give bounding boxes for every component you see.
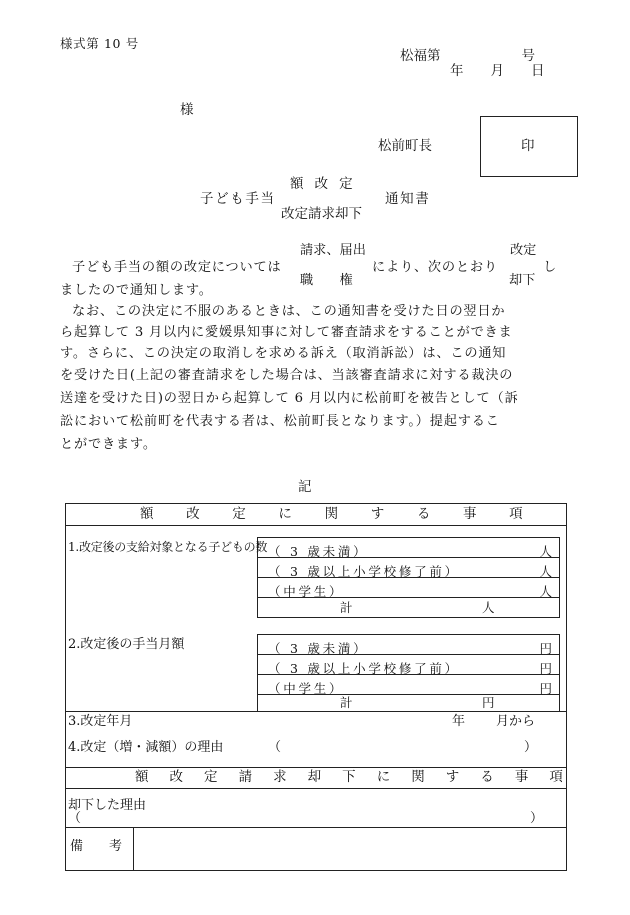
item3-month: 月から	[496, 714, 536, 729]
item4-label: 4.改定（増・減額）の理由	[68, 740, 224, 755]
body-line1-start: 子ども手当の額の改定については	[72, 260, 282, 275]
children-row-junior-high	[258, 578, 560, 598]
seal-label: 印	[521, 138, 535, 154]
children-row-under3	[258, 538, 560, 558]
form-number: 様式第 10 号	[60, 36, 139, 51]
body-line3: なお、この決定に不服のあるときは、この通知書を受けた日の翌日か	[72, 304, 506, 319]
item4-close-paren: ）	[524, 740, 538, 755]
amount-row-label: （ 3 歳未満）	[268, 641, 369, 656]
choice-change: 改定	[510, 243, 537, 258]
item3-label: 3.改定年月	[68, 714, 133, 729]
choice-request: 請求、届出	[300, 243, 366, 258]
sender-name: 松前町長	[378, 138, 432, 154]
amount-total-label: 計	[340, 695, 353, 710]
title-variant-reject: 改定請求却下	[281, 206, 362, 222]
children-total-unit: 人	[482, 600, 495, 615]
body-line5: す。さらに、この決定の取消しを求める訴え（取消訴訟）は、この通知	[60, 346, 507, 361]
body-line1-end: し	[543, 260, 557, 275]
amount-row-label: （中学生）	[268, 681, 345, 696]
children-row-unit: 人	[539, 564, 552, 579]
amount-row-unit: 円	[539, 681, 552, 696]
body-line2: ましたので通知します。	[60, 283, 213, 298]
body-line8: 訟において松前町を代表する者は、松前町長となります。）提起するこ	[60, 414, 500, 429]
body-line9: とができます。	[60, 437, 157, 452]
issue-date: 年 月 日	[450, 63, 545, 79]
choice-authority: 職 権	[300, 273, 353, 288]
body-line7: 送達を受けた日)の翌日から起算して 6 月以内に松前町を被告として（訴	[60, 391, 519, 406]
remarks-label: 備 考	[70, 839, 123, 854]
title-main-right: 通知書	[385, 191, 431, 207]
children-row-unit: 人	[539, 544, 552, 559]
addressee-suffix: 様	[180, 102, 194, 118]
ki-heading: 記	[298, 479, 312, 495]
body-line6: を受けた日(上記の審査請求をした場合は、当該審査請求に対する裁決の	[60, 368, 514, 383]
item2-label: 2.改定後の手当月額	[68, 637, 185, 652]
children-row-label: （ 3 歳未満）	[268, 544, 369, 559]
choice-reject: 却下	[509, 273, 536, 288]
section-header-amount-change: 額 改 定 に 関 す る 事 項	[140, 506, 537, 522]
amount-row-unit: 円	[539, 661, 552, 676]
body-line4: ら起算して 3 月以内に愛媛県知事に対して審査請求をすることができま	[60, 325, 513, 340]
reject-close-paren: ）	[530, 811, 544, 826]
amount-row-under-elementary	[258, 655, 560, 675]
amount-row-junior-high	[258, 675, 560, 695]
amount-row-unit: 円	[539, 641, 552, 656]
document-number: 松福第 号	[400, 48, 535, 64]
amount-row-label: （ 3 歳以上小学校修了前）	[268, 661, 460, 676]
children-row-label: （中学生）	[268, 584, 345, 599]
body-line1-mid: により、次のとおり	[372, 260, 498, 275]
children-row-label: （ 3 歳以上小学校修了前）	[268, 564, 460, 579]
item4-open-paren: （	[268, 740, 282, 755]
item3-year: 年	[452, 714, 466, 729]
section-header-reject: 額 改 定 請 求 却 下 に 関 す る 事 項	[135, 769, 572, 785]
amount-row-under3	[258, 635, 560, 655]
reject-reason-label: 却下した理由	[68, 798, 147, 813]
title-main-left: 子ども手当	[200, 191, 276, 207]
reject-open-paren: （	[68, 811, 82, 826]
item1-label: 1.改定後の支給対象となる子どもの数	[68, 540, 268, 554]
children-row-unit: 人	[539, 584, 552, 599]
amount-total-unit: 円	[482, 695, 495, 710]
children-total-label: 計	[340, 600, 353, 615]
title-variant-amount-change: 額 改 定	[290, 176, 356, 192]
children-row-under-elementary	[258, 558, 560, 578]
